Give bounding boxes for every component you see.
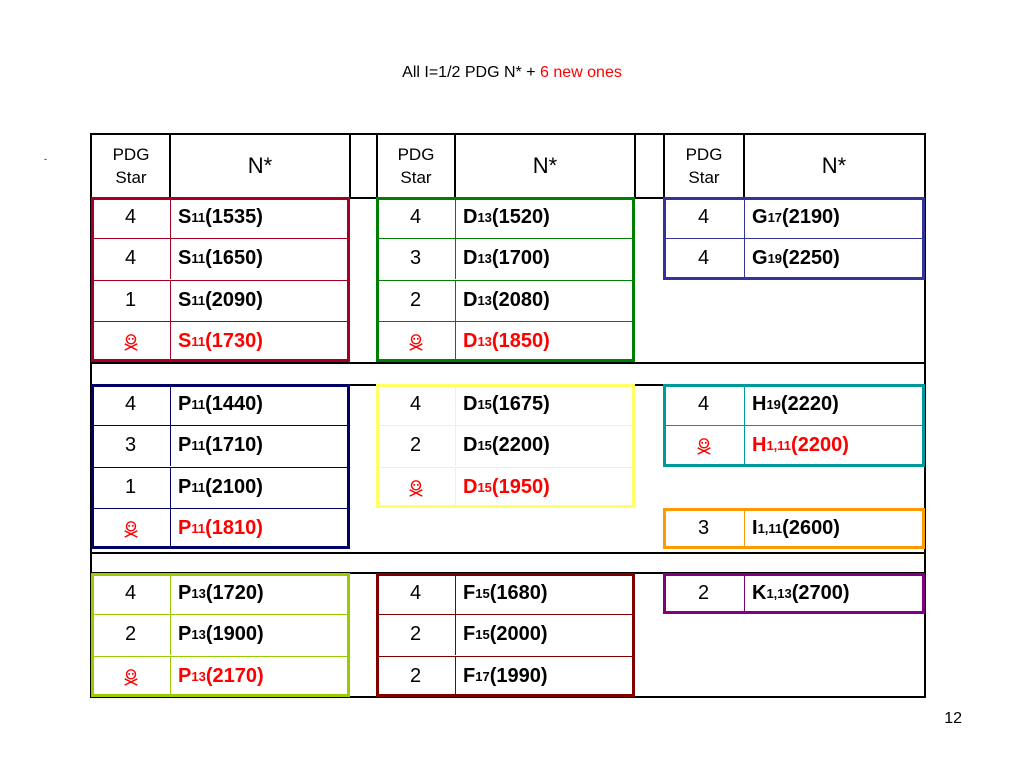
- resonance-mass: (1850): [491, 330, 550, 352]
- resonance-name: D 15 (1950): [463, 476, 550, 498]
- grid-line: [743, 133, 745, 199]
- cell-divider: [455, 321, 456, 362]
- pdg-star-rating: 4: [409, 393, 422, 415]
- table-row: [91, 656, 350, 697]
- resonance-letter: D: [463, 247, 478, 269]
- resonance-name: D 13 (1520): [463, 206, 550, 228]
- resonance-letter: I: [752, 517, 758, 539]
- cell-divider: [170, 573, 171, 614]
- row-divider: [91, 238, 350, 239]
- table-row: [376, 573, 635, 614]
- resonance-letter: P: [178, 665, 192, 687]
- resonance-mass: (2250): [782, 247, 840, 269]
- table-row: [376, 425, 635, 466]
- grid-line: [376, 133, 378, 199]
- page-number: 12: [944, 710, 962, 727]
- table-row: [663, 197, 925, 238]
- resonance-letter: H: [752, 393, 767, 415]
- resonance-name: K 1,13 (2700): [752, 582, 850, 604]
- resonance-mass: (1720): [205, 582, 264, 604]
- skull-crossbones-icon: [663, 425, 744, 466]
- resonance-mass: (2600): [782, 517, 840, 539]
- resonance-mass: (1650): [205, 247, 263, 269]
- resonance-name: S 11 (1650): [178, 247, 263, 269]
- resonance-letter: S: [178, 289, 192, 311]
- table-row: [663, 573, 925, 614]
- resonance-mass: (1680): [489, 582, 548, 604]
- resonance-letter: P: [178, 517, 192, 539]
- resonance-mass: (2190): [782, 206, 840, 228]
- pdg-star-rating: 2: [697, 582, 710, 604]
- resonance-name: P 11 (2100): [178, 476, 263, 498]
- row-divider: [376, 614, 635, 615]
- cell-divider: [744, 384, 745, 425]
- pdg-star-rating: 4: [697, 247, 710, 269]
- resonance-mass: (1950): [491, 476, 550, 498]
- cell-divider: [455, 656, 456, 697]
- pdg-star-rating: 4: [124, 247, 137, 269]
- table-row: [91, 280, 350, 321]
- resonance-letter: D: [463, 206, 478, 228]
- cell-divider: [170, 508, 171, 549]
- resonance-mass: (1520): [491, 206, 550, 228]
- resonance-letter: D: [463, 330, 478, 352]
- title-prefix: All I=1/2 PDG N* +: [402, 64, 540, 81]
- row-divider: [376, 238, 635, 239]
- table-row: [91, 425, 350, 466]
- table-row: [91, 508, 350, 549]
- pdg-star-rating: 4: [697, 393, 710, 415]
- resonance-mass: (1810): [205, 517, 263, 539]
- pdg-star-rating: 4: [409, 582, 422, 604]
- table-row: [91, 238, 350, 279]
- resonance-name: P 13 (2170): [178, 665, 264, 687]
- resonance-name: H 1,11 (2200): [752, 434, 849, 456]
- pdg-star-rating: 4: [124, 582, 137, 604]
- header-nstar-3: N*: [821, 153, 847, 178]
- pdg-star-rating: 1: [124, 289, 137, 311]
- table-row: [663, 425, 925, 466]
- pdg-star-rating: 2: [409, 665, 422, 687]
- table-row: [663, 508, 925, 549]
- cell-divider: [455, 238, 456, 279]
- resonance-name: S 11 (2090): [178, 289, 263, 311]
- resonance-name: D 13 (1850): [463, 330, 550, 352]
- resonance-name: S 11 (1535): [178, 206, 263, 228]
- table-row: [91, 321, 350, 362]
- resonance-mass: (2080): [491, 289, 550, 311]
- pdg-star-rating: 3: [124, 434, 137, 456]
- resonance-letter: D: [463, 434, 478, 456]
- resonance-mass: (2090): [205, 289, 263, 311]
- grid-line: [349, 133, 351, 199]
- resonance-name: P 11 (1810): [178, 517, 263, 539]
- pdg-star-rating: 2: [409, 623, 422, 645]
- resonance-name: S 11 (1730): [178, 330, 263, 352]
- resonance-letter: P: [178, 434, 192, 456]
- resonance-letter: D: [463, 289, 478, 311]
- resonance-name: D 15 (1675): [463, 393, 550, 415]
- header-nstar-1: N*: [247, 153, 273, 178]
- resonance-letter: G: [752, 247, 768, 269]
- resonance-letter: K: [752, 582, 767, 604]
- cell-divider: [455, 573, 456, 614]
- cell-divider: [170, 614, 171, 655]
- table-row: [376, 321, 635, 362]
- resonance-name: D 13 (1700): [463, 247, 550, 269]
- row-divider: [91, 467, 350, 468]
- grid-line: [663, 133, 665, 199]
- skull-crossbones-icon: [91, 508, 170, 549]
- resonance-letter: G: [752, 206, 768, 228]
- cell-divider: [170, 197, 171, 238]
- row-divider: [376, 656, 635, 657]
- resonance-mass: (1700): [491, 247, 550, 269]
- table-row: [376, 197, 635, 238]
- header-pdg-star-1: PDG Star: [112, 145, 150, 187]
- cell-divider: [455, 467, 456, 508]
- resonance-mass: (2700): [791, 582, 850, 604]
- resonance-name: P 11 (1710): [178, 434, 263, 456]
- table-row: [376, 467, 635, 508]
- cell-divider: [455, 197, 456, 238]
- skull-crossbones-icon: [376, 321, 455, 362]
- stray-mark: -: [44, 154, 47, 164]
- row-divider: [91, 280, 350, 281]
- table-row: [376, 656, 635, 697]
- table-row: [663, 384, 925, 425]
- cell-divider: [744, 238, 745, 279]
- grid-line: [634, 133, 636, 199]
- resonance-letter: P: [178, 393, 192, 415]
- header-nstar-2: N*: [532, 153, 558, 178]
- resonance-name: D 15 (2200): [463, 434, 550, 456]
- pdg-star-rating: 2: [409, 289, 422, 311]
- resonance-letter: P: [178, 476, 192, 498]
- cell-divider: [170, 656, 171, 697]
- slide-title: [0, 64, 1024, 82]
- resonance-letter: P: [178, 582, 192, 604]
- pdg-star-rating: 4: [124, 206, 137, 228]
- resonance-letter: H: [752, 434, 767, 456]
- cell-divider: [744, 197, 745, 238]
- cell-divider: [170, 280, 171, 321]
- resonance-letter: S: [178, 247, 192, 269]
- pdg-star-rating: 4: [697, 206, 710, 228]
- resonance-mass: (1440): [205, 393, 263, 415]
- row-divider: [91, 614, 350, 615]
- resonance-mass: (2220): [780, 393, 839, 415]
- row-divider: [91, 321, 350, 322]
- row-divider: [91, 425, 350, 426]
- resonance-letter: S: [178, 206, 192, 228]
- table-row: [91, 197, 350, 238]
- skull-crossbones-icon: [91, 321, 170, 362]
- resonance-mass: (2170): [205, 665, 264, 687]
- resonance-letter: S: [178, 330, 192, 352]
- row-divider: [376, 467, 635, 468]
- cell-divider: [455, 425, 456, 466]
- pdg-star-rating: 2: [409, 434, 422, 456]
- table-row: [376, 384, 635, 425]
- row-divider: [91, 508, 350, 509]
- row-divider: [663, 238, 925, 239]
- resonance-name: G 17 (2190): [752, 206, 840, 228]
- grid-line: [454, 133, 456, 199]
- cell-divider: [170, 425, 171, 466]
- row-divider: [376, 280, 635, 281]
- table-row: [91, 467, 350, 508]
- resonance-mass: (1990): [489, 665, 548, 687]
- resonance-name: D 13 (2080): [463, 289, 550, 311]
- table-row: [376, 238, 635, 279]
- title-highlight: 6 new ones: [540, 64, 622, 81]
- skull-crossbones-icon: [91, 656, 170, 697]
- resonance-name: P 13 (1720): [178, 582, 264, 604]
- pdg-star-rating: 3: [697, 517, 710, 539]
- cell-divider: [170, 384, 171, 425]
- resonance-mass: (2200): [491, 434, 550, 456]
- pdg-star-rating: 1: [124, 476, 137, 498]
- resonance-name: G 19 (2250): [752, 247, 840, 269]
- pdg-star-rating: 4: [409, 206, 422, 228]
- resonance-mass: (2200): [791, 434, 849, 456]
- row-divider: [376, 425, 635, 426]
- resonance-name: F 15 (2000): [463, 623, 548, 645]
- pdg-star-rating: 2: [124, 623, 137, 645]
- grid-line: [169, 133, 171, 199]
- resonance-mass: (2000): [489, 623, 548, 645]
- resonance-letter: F: [463, 623, 476, 645]
- resonance-name: P 13 (1900): [178, 623, 264, 645]
- table-row: [91, 384, 350, 425]
- cell-divider: [744, 508, 745, 549]
- resonance-letter: P: [178, 623, 192, 645]
- cell-divider: [170, 467, 171, 508]
- table-row: [376, 280, 635, 321]
- resonance-mass: (1535): [205, 206, 263, 228]
- resonance-name: P 11 (1440): [178, 393, 263, 415]
- cell-divider: [744, 425, 745, 466]
- resonance-mass: (2100): [205, 476, 263, 498]
- resonance-name: F 17 (1990): [463, 665, 548, 687]
- resonance-letter: F: [463, 582, 476, 604]
- resonance-mass: (1900): [205, 623, 264, 645]
- row-divider: [91, 656, 350, 657]
- cell-divider: [744, 573, 745, 614]
- cell-divider: [170, 238, 171, 279]
- cell-divider: [455, 614, 456, 655]
- table-row: [663, 238, 925, 279]
- cell-divider: [170, 321, 171, 362]
- resonance-letter: D: [463, 393, 478, 415]
- resonance-name: F 15 (1680): [463, 582, 548, 604]
- pdg-star-rating: 3: [409, 247, 422, 269]
- resonance-mass: (1675): [491, 393, 550, 415]
- table-row: [376, 614, 635, 655]
- resonance-name: H 19 (2220): [752, 393, 839, 415]
- row-divider: [663, 425, 925, 426]
- skull-crossbones-icon: [376, 467, 455, 508]
- resonance-mass: (1710): [205, 434, 263, 456]
- cell-divider: [455, 280, 456, 321]
- resonance-letter: F: [463, 665, 476, 687]
- table-row: [91, 614, 350, 655]
- header-pdg-star-3: PDG Star: [685, 145, 723, 187]
- grid-line: [90, 362, 926, 364]
- table-row: [91, 573, 350, 614]
- header-pdg-star-2: PDG Star: [397, 145, 435, 187]
- grid-line: [90, 552, 926, 554]
- resonance-letter: D: [463, 476, 478, 498]
- pdg-star-rating: 4: [124, 393, 137, 415]
- cell-divider: [455, 384, 456, 425]
- resonance-mass: (1730): [205, 330, 263, 352]
- row-divider: [376, 321, 635, 322]
- resonance-name: I 1,11 (2600): [752, 517, 840, 539]
